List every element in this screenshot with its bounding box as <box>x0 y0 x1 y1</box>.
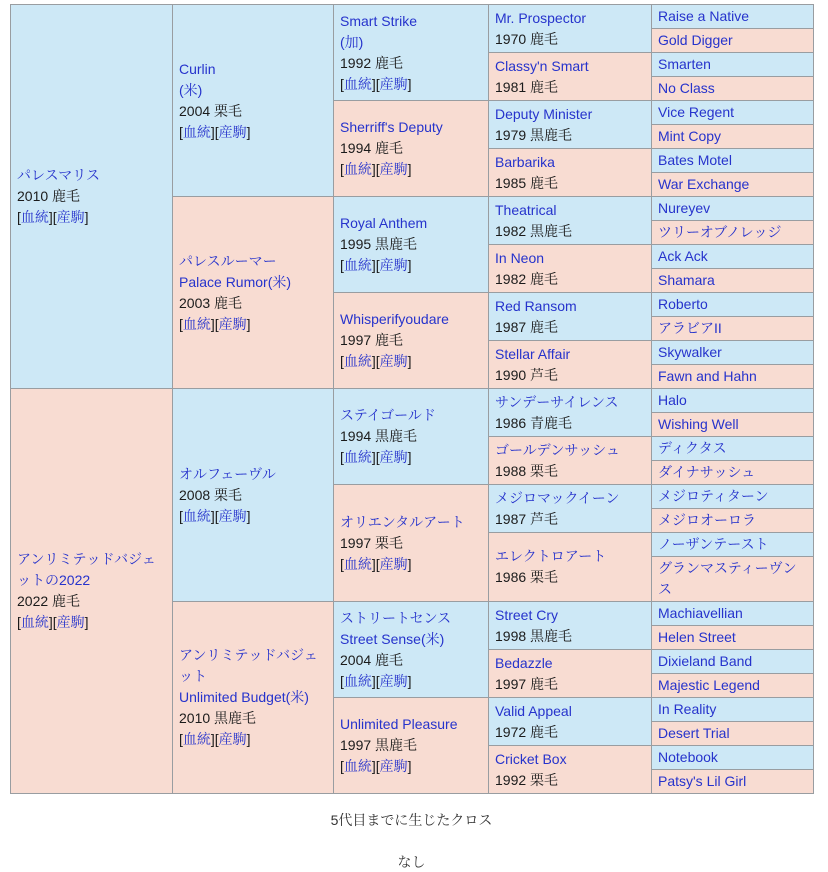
horse-name <box>658 30 807 51</box>
offspring-link[interactable]: 産駒 <box>379 672 408 689</box>
offspring-link[interactable]: 産駒 <box>379 353 408 369</box>
horse-name-link[interactable]: (加) <box>340 33 364 50</box>
horse-links: [血統][産駒] <box>179 507 251 524</box>
bloodline-link[interactable]: 血統 <box>343 758 372 774</box>
horse-name <box>340 405 482 426</box>
horse-name-link[interactable]: Unlimited Budget(米) <box>179 689 309 705</box>
horse-name-link[interactable]: Theatrical <box>495 201 557 218</box>
bloodline-link[interactable]: 血統 <box>343 75 372 92</box>
pedigree-cell-gen4-6 <box>489 245 652 293</box>
pedigree-cell-gen5-19 <box>652 437 814 461</box>
horse-name-link[interactable]: Majestic Legend <box>658 677 760 693</box>
horse-name-link[interactable]: Palace Rumor(米) <box>179 273 292 290</box>
horse-name <box>658 651 807 672</box>
horse-year-coat: 1997 黒鹿毛 <box>340 737 418 753</box>
horse-name <box>658 270 807 291</box>
horse-name-link[interactable]: In Reality <box>658 701 717 717</box>
pedigree-cell-gen3-2 <box>334 101 489 197</box>
pedigree-cell-gen2-3 <box>173 389 334 602</box>
horse-name-link[interactable]: Mr. Prospector <box>495 9 587 26</box>
pedigree-cell-gen5-23 <box>652 533 814 557</box>
horse-year-coat: 2004 栗毛 <box>179 102 243 119</box>
horse-links: [血統][産駒] <box>340 257 412 273</box>
horse-name-link[interactable]: サンデーサイレンス <box>495 393 619 410</box>
horse-name <box>658 627 807 648</box>
pedigree-cell-gen1-2 <box>11 389 173 794</box>
bloodline-link[interactable]: 血統 <box>343 555 372 572</box>
horse-links: [血統][産駒] <box>179 731 251 747</box>
bloodline-link[interactable]: 血統 <box>182 315 211 332</box>
pedigree-cell-gen4-8 <box>489 341 652 389</box>
pedigree-cell-gen4-10 <box>489 437 652 485</box>
horse-links: [血統][産駒] <box>17 209 89 225</box>
horse-year-coat: 2003 鹿毛 <box>179 294 243 311</box>
pedigree-cell-gen3-7 <box>334 602 489 698</box>
horse-name-link[interactable]: Unlimited Pleasure <box>340 716 458 732</box>
pedigree-cell-gen5-16 <box>652 365 814 389</box>
offspring-link[interactable]: 産駒 <box>218 123 247 140</box>
horse-name-link[interactable]: Helen Street <box>658 629 736 645</box>
horse-name <box>495 104 645 125</box>
horse-name-link[interactable]: Skywalker <box>658 344 722 360</box>
horse-name-link[interactable]: ノーザンテースト <box>658 536 769 552</box>
horse-name <box>495 152 645 173</box>
horse-name-link[interactable]: Street Cry <box>495 606 559 623</box>
pedigree-cell-gen5-26 <box>652 626 814 650</box>
horse-name <box>658 558 807 600</box>
pedigree-cell-gen5-17 <box>652 389 814 413</box>
horse-name <box>495 488 645 509</box>
horse-name-link[interactable]: グランマスティーヴンス <box>658 560 797 597</box>
pedigree-cell-gen5-21 <box>652 485 814 509</box>
horse-name <box>658 126 807 147</box>
horse-name <box>658 342 807 363</box>
horse-name-link[interactable]: メジロマックイーン <box>495 489 620 506</box>
horse-year-coat: 1994 黒鹿毛 <box>340 428 418 444</box>
horse-name-link[interactable]: ツリーオブノレッジ <box>658 224 782 240</box>
horse-links: [血統][産駒] <box>340 353 412 369</box>
pedigree-cell-gen5-3 <box>652 53 814 77</box>
horse-name-link[interactable]: Smart Strike <box>340 12 418 29</box>
horse-name-link[interactable]: Royal Anthem <box>340 215 428 231</box>
horse-name <box>658 510 807 531</box>
pedigree-cell-gen4-14 <box>489 650 652 698</box>
horse-year-coat: 1987 鹿毛 <box>495 318 559 335</box>
offspring-link[interactable]: 産駒 <box>379 75 408 92</box>
offspring-link[interactable]: 産駒 <box>218 731 247 747</box>
horse-name-link[interactable]: ダイナサッシュ <box>658 464 756 480</box>
offspring-link[interactable]: 産駒 <box>379 257 408 273</box>
horse-name <box>658 6 807 27</box>
horse-name <box>179 251 327 293</box>
horse-name-link[interactable]: In Neon <box>495 249 545 266</box>
horse-name <box>658 150 807 171</box>
pedigree-cell-gen5-6 <box>652 125 814 149</box>
pedigree-cell-gen2-4 <box>173 602 334 794</box>
horse-name-link[interactable]: アラビアII <box>658 320 722 336</box>
horse-name-link[interactable]: オルフェーヴル <box>179 465 276 482</box>
horse-name <box>495 8 645 29</box>
horse-year-coat: 1998 黒鹿毛 <box>495 627 573 644</box>
horse-name-link[interactable]: Bates Motel <box>658 152 732 168</box>
horse-year-coat: 1994 鹿毛 <box>340 140 404 156</box>
horse-name <box>340 11 482 53</box>
horse-year-coat: 1997 鹿毛 <box>340 332 404 348</box>
pedigree-cell-gen4-13 <box>489 602 652 650</box>
horse-name <box>658 54 807 75</box>
horse-name <box>658 675 807 696</box>
horse-year-coat: 1987 芦毛 <box>495 510 559 527</box>
bloodline-link[interactable]: 血統 <box>182 731 211 747</box>
horse-name-link[interactable]: Dixieland Band <box>658 653 753 669</box>
horse-year-coat: 1988 栗毛 <box>495 462 559 479</box>
horse-name-link[interactable]: Street Sense(米) <box>340 630 445 647</box>
horse-name <box>495 344 645 365</box>
horse-name <box>495 749 645 770</box>
pedigree-cell-gen3-4 <box>334 293 489 389</box>
cross-section-title: 5代目までに生じたクロス <box>330 812 493 828</box>
horse-name <box>658 318 807 339</box>
horse-name-link[interactable]: ストリートセンス <box>340 609 452 626</box>
pedigree-cell-gen5-7 <box>652 149 814 173</box>
bloodline-link[interactable]: 血統 <box>343 672 372 689</box>
horse-name <box>658 78 807 99</box>
horse-name <box>658 747 807 768</box>
offspring-link[interactable]: 産駒 <box>379 758 408 774</box>
horse-name <box>495 440 645 461</box>
horse-year-coat: 1992 栗毛 <box>495 771 559 788</box>
horse-name <box>495 653 645 674</box>
horse-name <box>495 248 645 269</box>
pedigree-row <box>11 389 814 413</box>
pedigree-cell-gen5-30 <box>652 722 814 746</box>
horse-name <box>658 534 807 555</box>
horse-name-link[interactable]: メジロオーロラ <box>658 512 756 528</box>
horse-name-link[interactable]: Mint Copy <box>658 128 722 144</box>
pedigree-cell-gen4-7 <box>489 293 652 341</box>
horse-name-link[interactable]: パレスマリス <box>17 167 101 183</box>
horse-name <box>658 246 807 267</box>
horse-name <box>658 771 807 792</box>
horse-name <box>495 296 645 317</box>
horse-name-link[interactable]: Machiavellian <box>658 605 743 621</box>
horse-name-link[interactable]: パレスルーマー <box>179 252 277 269</box>
pedigree-cell-gen5-22 <box>652 509 814 533</box>
horse-name-link[interactable]: エレクトロアート <box>495 548 607 564</box>
horse-year-coat: 2008 栗毛 <box>179 486 243 503</box>
pedigree-cell-gen5-10 <box>652 221 814 245</box>
horse-name <box>17 549 166 591</box>
horse-year-coat: 2004 鹿毛 <box>340 651 404 668</box>
horse-name <box>658 699 807 720</box>
horse-year-coat: 1985 鹿毛 <box>495 174 559 191</box>
pedigree-cell-gen5-8 <box>652 173 814 197</box>
pedigree-cell-gen4-12 <box>489 533 652 602</box>
horse-links: [血統][産駒] <box>340 449 412 465</box>
pedigree-cell-gen3-5 <box>334 389 489 485</box>
horse-name-link[interactable]: Gold Digger <box>658 32 733 48</box>
pedigree-cell-gen5-1 <box>652 5 814 29</box>
pedigree-cell-gen5-32 <box>652 770 814 794</box>
offspring-link[interactable]: 産駒 <box>56 209 85 225</box>
pedigree-cell-gen5-25 <box>652 602 814 626</box>
offspring-link[interactable]: 産駒 <box>379 555 408 572</box>
horse-links: [血統][産駒] <box>17 614 89 630</box>
horse-links: [血統][産駒] <box>340 75 412 92</box>
horse-year-coat: 2010 鹿毛 <box>17 188 81 204</box>
horse-year-coat: 1986 青鹿毛 <box>495 414 573 431</box>
pedigree-cell-gen4-2 <box>489 53 652 101</box>
horse-name <box>179 464 327 485</box>
horse-name <box>340 714 482 735</box>
horse-name-link[interactable]: Stellar Affair <box>495 345 571 362</box>
bloodline-link[interactable]: 血統 <box>182 123 211 140</box>
horse-name <box>658 462 807 483</box>
horse-name <box>179 645 327 708</box>
offspring-link[interactable]: 産駒 <box>379 161 408 177</box>
horse-year-coat: 1970 鹿毛 <box>495 30 559 47</box>
bloodline-link[interactable]: 血統 <box>343 449 372 465</box>
bloodline-link[interactable]: 血統 <box>182 507 211 524</box>
horse-year-coat: 1982 鹿毛 <box>495 270 559 287</box>
pedigree-cell-gen1-1 <box>11 5 173 389</box>
horse-name-link[interactable]: No Class <box>658 80 715 96</box>
horse-year-coat: 1981 鹿毛 <box>495 78 559 95</box>
horse-name-link[interactable]: Shamara <box>658 272 715 288</box>
pedigree-cell-gen4-9 <box>489 389 652 437</box>
horse-name <box>658 486 807 507</box>
cross-section-value: なし <box>397 854 426 870</box>
horse-name <box>340 117 482 138</box>
pedigree-cell-gen5-2 <box>652 29 814 53</box>
pedigree-cell-gen4-3 <box>489 101 652 149</box>
horse-year-coat: 2022 鹿毛 <box>17 593 81 609</box>
pedigree-cell-gen5-12 <box>652 269 814 293</box>
horse-year-coat: 1972 鹿毛 <box>495 723 559 740</box>
pedigree-cell-gen2-2 <box>173 197 334 389</box>
horse-name-link[interactable]: Fawn and Hahn <box>658 368 757 384</box>
horse-name-link[interactable]: アンリミテッドバジェット <box>179 647 318 684</box>
horse-name <box>495 56 645 77</box>
horse-name <box>658 390 807 411</box>
horse-name-link[interactable]: Notebook <box>658 749 718 765</box>
horse-name <box>658 603 807 624</box>
pedigree-cell-gen5-18 <box>652 413 814 437</box>
horse-links: [血統][産駒] <box>179 123 251 140</box>
horse-name-link[interactable]: アンリミテッドバジェットの2022 <box>17 551 156 588</box>
horse-name-link[interactable]: Cricket Box <box>495 750 567 767</box>
horse-links: [血統][産駒] <box>340 161 412 177</box>
pedigree-table-body <box>11 5 814 794</box>
horse-name <box>658 198 807 219</box>
horse-name-link[interactable]: Whisperifyoudare <box>340 311 449 327</box>
pedigree-cell-gen5-11 <box>652 245 814 269</box>
horse-name <box>495 701 645 722</box>
offspring-link[interactable]: 産駒 <box>379 449 408 465</box>
horse-name-link[interactable]: Wishing Well <box>658 416 739 432</box>
horse-name <box>495 200 645 221</box>
horse-links: [血統][産駒] <box>340 555 412 572</box>
horse-year-coat: 1992 鹿毛 <box>340 54 404 71</box>
horse-name-link[interactable]: Vice Regent <box>658 104 735 120</box>
horse-name <box>658 366 807 387</box>
horse-name-link[interactable]: Barbarika <box>495 153 555 170</box>
horse-name <box>658 102 807 123</box>
horse-year-coat: 1997 鹿毛 <box>495 675 559 692</box>
horse-name-link[interactable]: Deputy Minister <box>495 105 593 122</box>
pedigree-cell-gen2-1 <box>173 5 334 197</box>
pedigree-cell-gen5-28 <box>652 674 814 698</box>
horse-name <box>340 608 482 650</box>
pedigree-cell-gen5-15 <box>652 341 814 365</box>
horse-name <box>340 309 482 330</box>
horse-name <box>658 723 807 744</box>
pedigree-cell-gen4-11 <box>489 485 652 533</box>
horse-name-link[interactable]: Raise a Native <box>658 8 750 24</box>
pedigree-cell-gen5-27 <box>652 650 814 674</box>
pedigree-cell-gen3-8 <box>334 698 489 794</box>
horse-year-coat: 1986 栗毛 <box>495 569 559 585</box>
horse-name-link[interactable]: Patsy's Lil Girl <box>658 773 747 789</box>
pedigree-cell-gen5-24 <box>652 557 814 602</box>
horse-name-link[interactable]: Halo <box>658 392 687 408</box>
bloodline-link[interactable]: 血統 <box>343 353 372 369</box>
pedigree-cell-gen5-13 <box>652 293 814 317</box>
horse-name-link[interactable]: ディクタス <box>658 440 727 456</box>
offspring-link[interactable]: 産駒 <box>56 614 85 630</box>
bloodline-link[interactable]: 血統 <box>20 614 49 630</box>
horse-name-link[interactable]: Valid Appeal <box>495 702 572 719</box>
horse-name <box>658 438 807 459</box>
pedigree-cell-gen3-3 <box>334 197 489 293</box>
horse-name-link[interactable]: Roberto <box>658 296 708 312</box>
pedigree-cell-gen4-5 <box>489 197 652 245</box>
pedigree-row <box>11 5 814 29</box>
horse-name <box>658 414 807 435</box>
horse-name-link[interactable]: (米) <box>179 81 203 98</box>
horse-year-coat: 1995 黒鹿毛 <box>340 236 418 252</box>
pedigree-cell-gen4-4 <box>489 149 652 197</box>
horse-name-link[interactable]: ゴールデンサッシュ <box>495 441 620 458</box>
horse-name-link[interactable]: Curlin <box>179 60 216 77</box>
pedigree-cell-gen4-15 <box>489 698 652 746</box>
horse-name-link[interactable]: Smarten <box>658 56 711 72</box>
horse-name <box>658 174 807 195</box>
pedigree-cell-gen5-5 <box>652 101 814 125</box>
horse-name-link[interactable]: Sherriff's Deputy <box>340 119 443 135</box>
pedigree-cell-gen5-31 <box>652 746 814 770</box>
horse-name-link[interactable]: オリエンタルアート <box>340 513 465 530</box>
bloodline-link[interactable]: 血統 <box>343 257 372 273</box>
horse-links: [血統][産駒] <box>179 315 251 332</box>
horse-year-coat: 2010 黒鹿毛 <box>179 710 257 726</box>
pedigree-cell-gen4-1 <box>489 5 652 53</box>
horse-year-coat: 1979 黒鹿毛 <box>495 126 573 143</box>
offspring-link[interactable]: 産駒 <box>218 507 247 524</box>
horse-name <box>495 605 645 626</box>
bloodline-link[interactable]: 血統 <box>20 209 49 225</box>
horse-name <box>179 59 327 101</box>
horse-name <box>340 512 482 533</box>
horse-name <box>495 392 645 413</box>
pedigree-cell-gen5-4 <box>652 77 814 101</box>
horse-name <box>495 546 645 567</box>
pedigree-cell-gen5-14 <box>652 317 814 341</box>
horse-name-link[interactable]: ステイゴールド <box>340 407 436 423</box>
horse-name-link[interactable]: War Exchange <box>658 176 750 192</box>
horse-name-link[interactable]: Red Ransom <box>495 297 577 314</box>
horse-name-link[interactable]: Desert Trial <box>658 725 730 741</box>
horse-name-link[interactable]: Bedazzle <box>495 654 553 671</box>
horse-year-coat: 1990 芦毛 <box>495 366 559 383</box>
horse-links: [血統][産駒] <box>340 672 412 689</box>
pedigree-cell-gen3-6 <box>334 485 489 602</box>
offspring-link[interactable]: 産駒 <box>218 315 247 332</box>
pedigree-cell-gen4-16 <box>489 746 652 794</box>
pedigree-cell-gen5-20 <box>652 461 814 485</box>
horse-name <box>17 165 166 186</box>
horse-links: [血統][産駒] <box>340 758 412 774</box>
pedigree-table <box>10 4 814 794</box>
pedigree-cell-gen3-1 <box>334 5 489 101</box>
horse-name <box>658 222 807 243</box>
horse-name-link[interactable]: Nureyev <box>658 200 711 216</box>
horse-name-link[interactable]: Classy'n Smart <box>495 57 589 74</box>
horse-name <box>340 213 482 234</box>
horse-name <box>658 294 807 315</box>
horse-name-link[interactable]: メジロティターン <box>658 488 769 504</box>
horse-year-coat: 1997 栗毛 <box>340 534 404 551</box>
bloodline-link[interactable]: 血統 <box>343 161 372 177</box>
horse-name-link[interactable]: Ack Ack <box>658 248 708 264</box>
horse-year-coat: 1982 黒鹿毛 <box>495 222 573 239</box>
pedigree-cell-gen5-29 <box>652 698 814 722</box>
pedigree-cell-gen5-9 <box>652 197 814 221</box>
